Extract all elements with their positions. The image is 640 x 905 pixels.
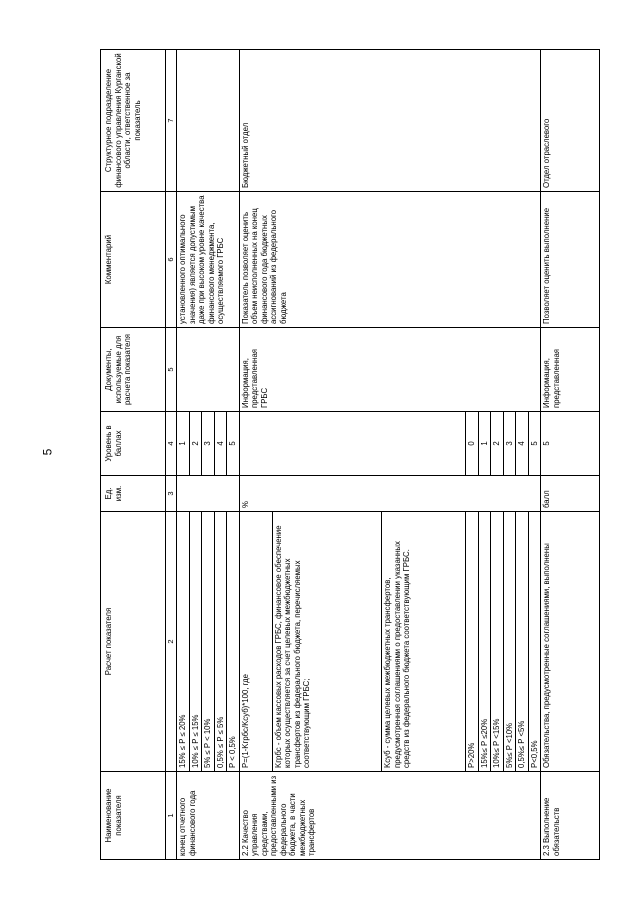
level-score: 2 — [491, 412, 504, 476]
indicator-name: 2.2 Качество управления средствами, предоставленными из федерального бюджета, в части межбюджетных трансфертов — [239, 772, 541, 860]
level-calc: P<0,5% — [528, 512, 541, 772]
score-empty — [239, 412, 466, 476]
level-calc: 0,5%≤ P <5% — [516, 512, 529, 772]
rotated-page — [100, 50, 600, 860]
unit-cell — [177, 476, 240, 512]
level-calc: 0,5% ≤ P ≤ 5% — [214, 512, 227, 772]
unit-cell: % — [239, 476, 541, 512]
level-calc: 15% ≤ P ≤ 20% — [177, 512, 190, 772]
header-score: Уровень в баллах — [101, 412, 166, 476]
page-number: 5 — [40, 448, 55, 456]
indicator-comment: установленного оптимального значения) является допустимым даже при высоком уровне качества финансового менеджмента, осуществляемого ГРБС — [177, 192, 240, 328]
header-name: Наименование показателя — [101, 772, 166, 860]
level-score: 3 — [503, 412, 516, 476]
level-calc: P>20% — [466, 512, 479, 772]
level-score: 5 — [227, 412, 240, 476]
table-row — [177, 50, 190, 860]
column-number-row — [166, 50, 177, 860]
definition: Kгрбс - объем кассовых расходов ГРБС, финансовое обеспечение которых осуществляется за счет целевых межбюджетных трансфертов из федерального бюджета, перечисляемых соответствующим ГРБС; — [272, 512, 381, 772]
level-calc: 5%≤ P <10% — [503, 512, 516, 772]
header-docs: Документы, используемые для расчета показателя — [101, 328, 166, 412]
level-score: 5 — [541, 412, 600, 476]
table-row — [541, 50, 600, 860]
header-comment: Комментарий — [101, 192, 166, 328]
level-calc: 15%≤ P ≤20% — [478, 512, 491, 772]
level-score: 1 — [177, 412, 190, 476]
level-calc: 10% ≤ P ≤ 15% — [189, 512, 202, 772]
indicator-comment: Позволяет оценить выполнение — [541, 192, 600, 328]
dept-cell: Бюджетный отдел — [239, 50, 541, 192]
dept-cell — [177, 50, 240, 192]
col-number: 1 — [166, 772, 177, 860]
indicator-name: 2.3 Выполнение обязательств — [541, 772, 600, 860]
indicator-name: конец отчетного финансового года — [177, 772, 240, 860]
indicator-comment: Показатель позволяет оценить объем неисполненных на конец финансового года бюджетных ассигнований из федерального бюджета — [239, 192, 541, 328]
unit-cell: балл — [541, 476, 600, 512]
definition: Kсуб - сумма целевых межбюджетных трансфертов, предусмотренная соглашениями о предоставлении указанных средств из федерального бюджета соответствующим ГРБС. — [382, 512, 466, 772]
col-number: 4 — [166, 412, 177, 476]
docs-cell — [177, 328, 240, 412]
level-score: 0 — [466, 412, 479, 476]
level-score: 4 — [214, 412, 227, 476]
level-calc: Обязательства, предусмотренные соглашениями, выполнены — [541, 512, 600, 772]
level-score: 2 — [189, 412, 202, 476]
col-number: 2 — [166, 512, 177, 772]
col-number: 3 — [166, 476, 177, 512]
header-row — [101, 50, 166, 860]
table-row — [239, 50, 272, 860]
level-score: 5 — [528, 412, 541, 476]
header-calc: Расчет показателя — [101, 512, 166, 772]
level-calc: 10%≤ P <15% — [491, 512, 504, 772]
level-score: 1 — [478, 412, 491, 476]
dept-cell: Отдел отраслевого — [541, 50, 600, 192]
col-number: 5 — [166, 328, 177, 412]
header-unit: Ед. изм. — [101, 476, 166, 512]
col-number: 6 — [166, 192, 177, 328]
col-number: 7 — [166, 50, 177, 192]
docs-cell: Информация, представленная ГРБС — [239, 328, 541, 412]
level-calc: 5% ≤ P < 10% — [202, 512, 215, 772]
level-calc: P < 0,5% — [227, 512, 240, 772]
level-score: 4 — [516, 412, 529, 476]
formula: P=(1-Kгрбс/Kсуб)*100, где — [239, 512, 272, 772]
level-score: 3 — [202, 412, 215, 476]
header-dept: Структурное подразделение финансового управления Курганской области, ответственное за показатель — [101, 50, 166, 192]
docs-cell: Информация, представленная — [541, 328, 600, 412]
indicator-table — [100, 49, 600, 860]
